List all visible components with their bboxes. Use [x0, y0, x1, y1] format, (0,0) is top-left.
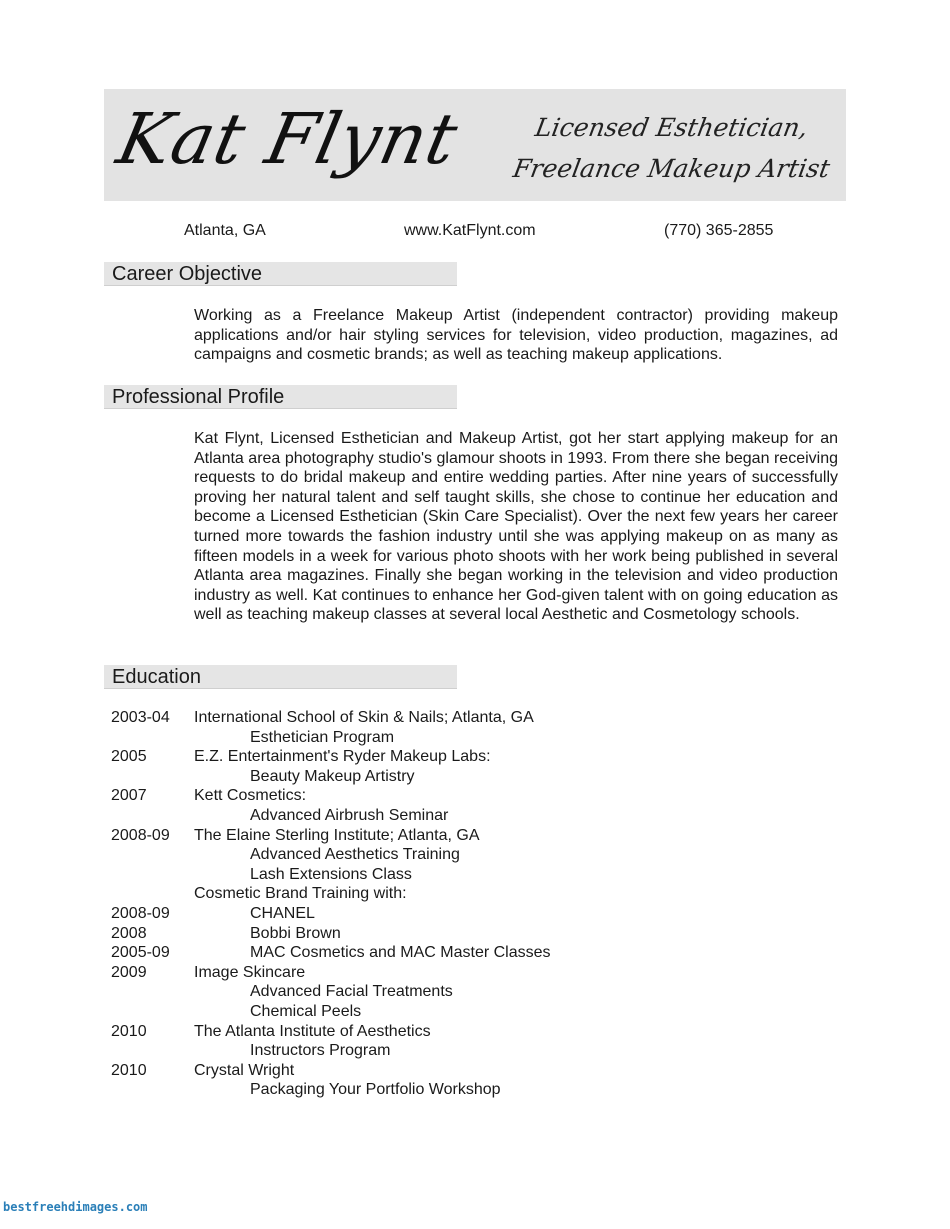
education-year [111, 767, 194, 787]
education-row [111, 747, 671, 767]
education-year: 2009 [111, 963, 147, 981]
education-year: 2010 [111, 1061, 147, 1079]
section-heading-career-objective: Career Objective [104, 262, 457, 286]
education-entry: The Elaine Sterling Institute; Atlanta, GA [194, 826, 480, 844]
education-row [111, 1041, 671, 1061]
education-year: 2008 [111, 924, 147, 942]
education-row [111, 767, 671, 787]
education-row [111, 904, 671, 924]
education-year: 2010 [111, 1022, 147, 1040]
education-list [111, 708, 671, 1100]
name-signature: Kat Flynt [110, 98, 466, 180]
education-row [111, 963, 671, 983]
education-row [111, 826, 671, 846]
education-row [111, 943, 671, 963]
education-entry: Image Skincare [194, 963, 306, 981]
education-entry: Advanced Aesthetics Training [250, 846, 460, 864]
education-row [111, 1080, 671, 1100]
education-entry: International School of Skin & Nails; Atlanta, GA [194, 709, 534, 726]
education-entry: Beauty Makeup Artistry [250, 767, 415, 785]
education-row [111, 982, 671, 1002]
education-entry: E.Z. Entertainment's Ryder Makeup Labs: [194, 748, 491, 766]
education-year: 2005-09 [111, 944, 170, 962]
education-year: 2003-04 [111, 709, 170, 726]
career-objective-text: Working as a Freelance Makeup Artist (independent contractor) providing makeup applications and/or hair styling services for television, video production, magazines, ad campaigns and cosmetic brands; as well as teaching makeup applications. [194, 307, 838, 364]
education-year: 2008-09 [111, 826, 170, 844]
education-row [111, 708, 671, 728]
education-row [111, 845, 671, 865]
education-entry: Lash Extensions Class [250, 865, 412, 883]
professional-profile-text: Kat Flynt, Licensed Esthetician and Makeup Artist, got her start applying makeup for an Atlanta area photography studio's glamour shoots in 1993. From there she began receiving requests to do bridal makeup and entire wedding parties. After nine years of successfully proving her natural talent and self taught skills, she chose to continue her education and become a Licensed Esthetician (Skin Care Specialist). Over the next few years her career turned more towards the fashion industry until she was applying makeup on as many as fifteen models in a week for various photo shoots with her work being published in several Atlanta area magazines. Finally she began working in the television and video production industry as well. Kat continues to enhance her God-given talent with on going education as well as teaching makeup classes at several local Aesthetic and Cosmetology schools. [194, 430, 838, 624]
education-entry: Advanced Facial Treatments [250, 983, 453, 1001]
education-row [111, 924, 671, 944]
section-heading-education: Education [104, 665, 457, 689]
education-year: 2005 [111, 748, 147, 766]
education-entry: The Atlanta Institute of Aesthetics [194, 1022, 431, 1040]
education-entry: Bobbi Brown [250, 924, 341, 942]
education-year [111, 1080, 194, 1100]
education-entry: Advanced Airbrush Seminar [250, 806, 449, 824]
watermark: bestfreehdimages.com [3, 1200, 148, 1214]
education-entry: MAC Cosmetics and MAC Master Classes [250, 944, 551, 962]
education-row [111, 1002, 671, 1022]
education-year [111, 1002, 194, 1022]
education-row [111, 728, 671, 748]
education-entry: Esthetician Program [250, 728, 395, 746]
education-row [111, 786, 671, 806]
education-entry: CHANEL [250, 904, 315, 922]
education-entry: Crystal Wright [194, 1061, 295, 1079]
education-row [111, 1022, 671, 1042]
education-entry: Packaging Your Portfolio Workshop [250, 1081, 501, 1099]
education-row [111, 806, 671, 826]
contact-phone: (770) 365-2855 [664, 222, 774, 239]
education-year [111, 1041, 194, 1061]
education-entry: Instructors Program [250, 1042, 391, 1060]
education-year [111, 806, 194, 826]
education-year [111, 845, 194, 865]
education-year: 2007 [111, 787, 147, 805]
education-row [111, 865, 671, 885]
education-year [111, 884, 194, 904]
contact-website[interactable]: www.KatFlynt.com [404, 222, 536, 239]
tagline-line1: Licensed Esthetician, [532, 113, 811, 142]
education-year [111, 982, 194, 1002]
education-year [111, 728, 194, 748]
education-entry: Cosmetic Brand Training with: [194, 885, 407, 903]
education-row [111, 884, 671, 904]
section-heading-professional-profile: Professional Profile [104, 385, 457, 409]
tagline-line2: Freelance Makeup Artist [510, 154, 833, 183]
education-year: 2008-09 [111, 904, 170, 922]
education-year [111, 865, 194, 885]
education-row [111, 1061, 671, 1081]
education-entry: Kett Cosmetics: [194, 787, 307, 805]
education-entry: Chemical Peels [250, 1002, 362, 1020]
contact-city: Atlanta, GA [184, 222, 266, 239]
